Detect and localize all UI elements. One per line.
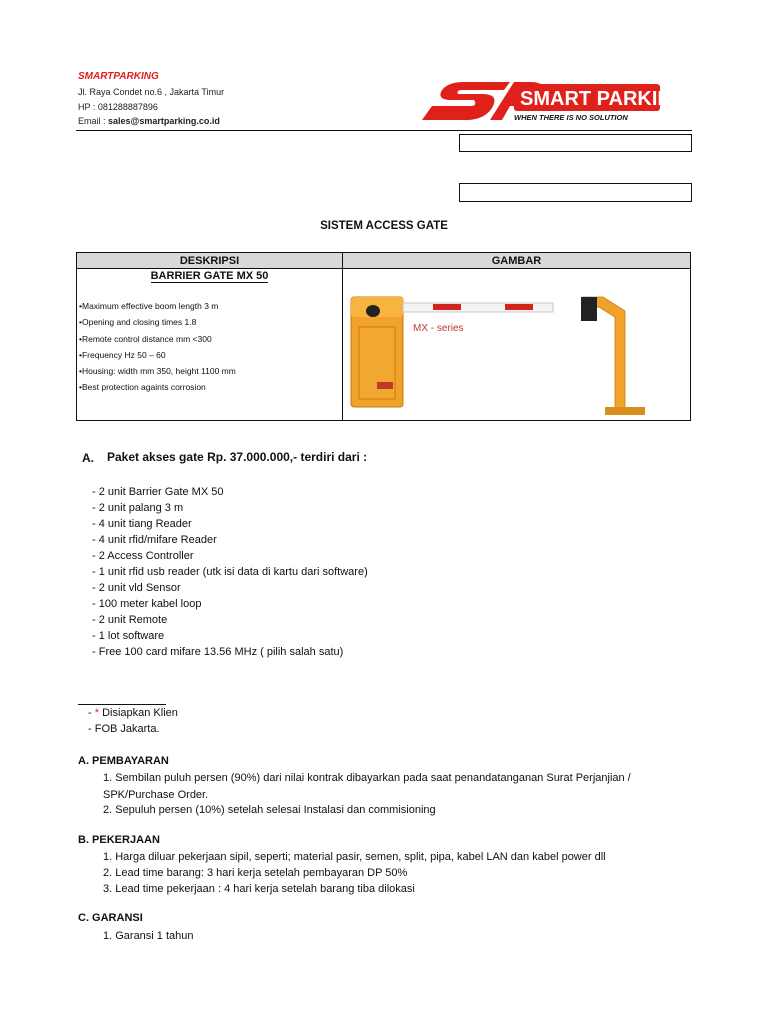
document-title: SISTEM ACCESS GATE	[320, 220, 448, 232]
reference-box-2	[459, 183, 692, 202]
section-heading-payment: A. PEMBAYARAN	[78, 755, 169, 767]
company-phone: HP : 081288887896	[78, 102, 158, 112]
list-item: - 4 unit tiang Reader	[92, 516, 368, 532]
feature-item: • Housing: width mm 350, height 1100 mm	[79, 365, 342, 381]
mx-series-label: MX - series	[413, 323, 464, 334]
list-item: - Free 100 card mifare 13.56 MHz ( pilih salah satu)	[92, 644, 368, 660]
list-item: - 1 lot software	[92, 628, 368, 644]
footnote-fob: - FOB Jakarta.	[88, 723, 160, 735]
feature-list	[77, 300, 342, 398]
payment-item: 2. Sepuluh persen (10%) setelah selesai Instalasi dan commisioning	[103, 804, 436, 816]
list-item: - 2 unit Remote	[92, 612, 368, 628]
work-item: 2. Lead time barang: 3 hari kerja setelah pembayaran DP 50%	[103, 867, 408, 879]
list-item: - 2 unit palang 3 m	[92, 500, 368, 516]
feature-item: • Frequency Hz 50 – 60	[79, 349, 342, 365]
description-cell	[77, 269, 343, 421]
list-item: - 2 Access Controller	[92, 548, 368, 564]
image-cell	[343, 269, 691, 421]
feature-item: • Remote control distance mm <300	[79, 333, 342, 349]
smart-parking-logo	[418, 80, 688, 122]
list-item: - 1 unit rfid usb reader (utk isi data di kartu dari software)	[92, 564, 368, 580]
payment-item: 1. Sembilan puluh persen (90%) dari nilai kontrak dibayarkan pada saat penandatanganan Surat Perjanjian / SPK/Purchase Order.	[103, 772, 631, 801]
feature-item: • Best protection againts corrosion	[79, 381, 342, 397]
list-item: - 4 unit rfid/mifare Reader	[92, 532, 368, 548]
logo-title: SMART PARKING	[520, 88, 688, 110]
logo-tagline: WHEN THERE IS NO SOLUTION	[514, 113, 628, 122]
list-item: - 100 meter kabel loop	[92, 596, 368, 612]
work-item: 3. Lead time pekerjaan : 4 hari kerja setelah barang tiba dilokasi	[103, 883, 415, 895]
section-heading-warranty: C. GARANSI	[78, 912, 143, 924]
barrier-gate-image	[343, 269, 689, 417]
package-title: Paket akses gate Rp. 37.000.000,- terdiri dari :	[107, 450, 368, 464]
product-title: BARRIER GATE MX 50	[150, 270, 269, 282]
company-name: SMARTPARKING	[78, 71, 159, 82]
list-item: - 2 unit vld Sensor	[92, 580, 368, 596]
column-header-image: GAMBAR	[343, 253, 691, 269]
list-item: - 2 unit Barrier Gate MX 50	[92, 484, 368, 500]
column-header-description: DESKRIPSI	[77, 253, 343, 269]
footnote-client: - * Disiapkan Klien	[88, 707, 178, 719]
feature-item: • Opening and closing times 1.8	[79, 316, 342, 332]
reference-box-1	[459, 134, 692, 152]
warranty-item: 1. Garansi 1 tahun	[103, 930, 194, 942]
spec-table	[76, 252, 691, 421]
package-item-list	[92, 484, 368, 660]
company-email: Email : sales@smartparking.co.id	[78, 116, 220, 126]
email-link[interactable]: sales@smartparking.co.id	[108, 116, 220, 126]
company-address: Jl. Raya Condet no.6 , Jakarta Timur	[78, 87, 225, 97]
section-heading-work: B. PEKERJAAN	[78, 834, 160, 846]
footnote-divider	[78, 704, 166, 705]
header-divider	[76, 130, 692, 131]
feature-item: • Maximum effective boom length 3 m	[79, 300, 342, 316]
package-letter: A.	[82, 451, 94, 465]
work-item: 1. Harga diluar pekerjaan sipil, seperti; material pasir, semen, split, pipa, kabel LAN dan kabel power dll	[103, 851, 606, 863]
